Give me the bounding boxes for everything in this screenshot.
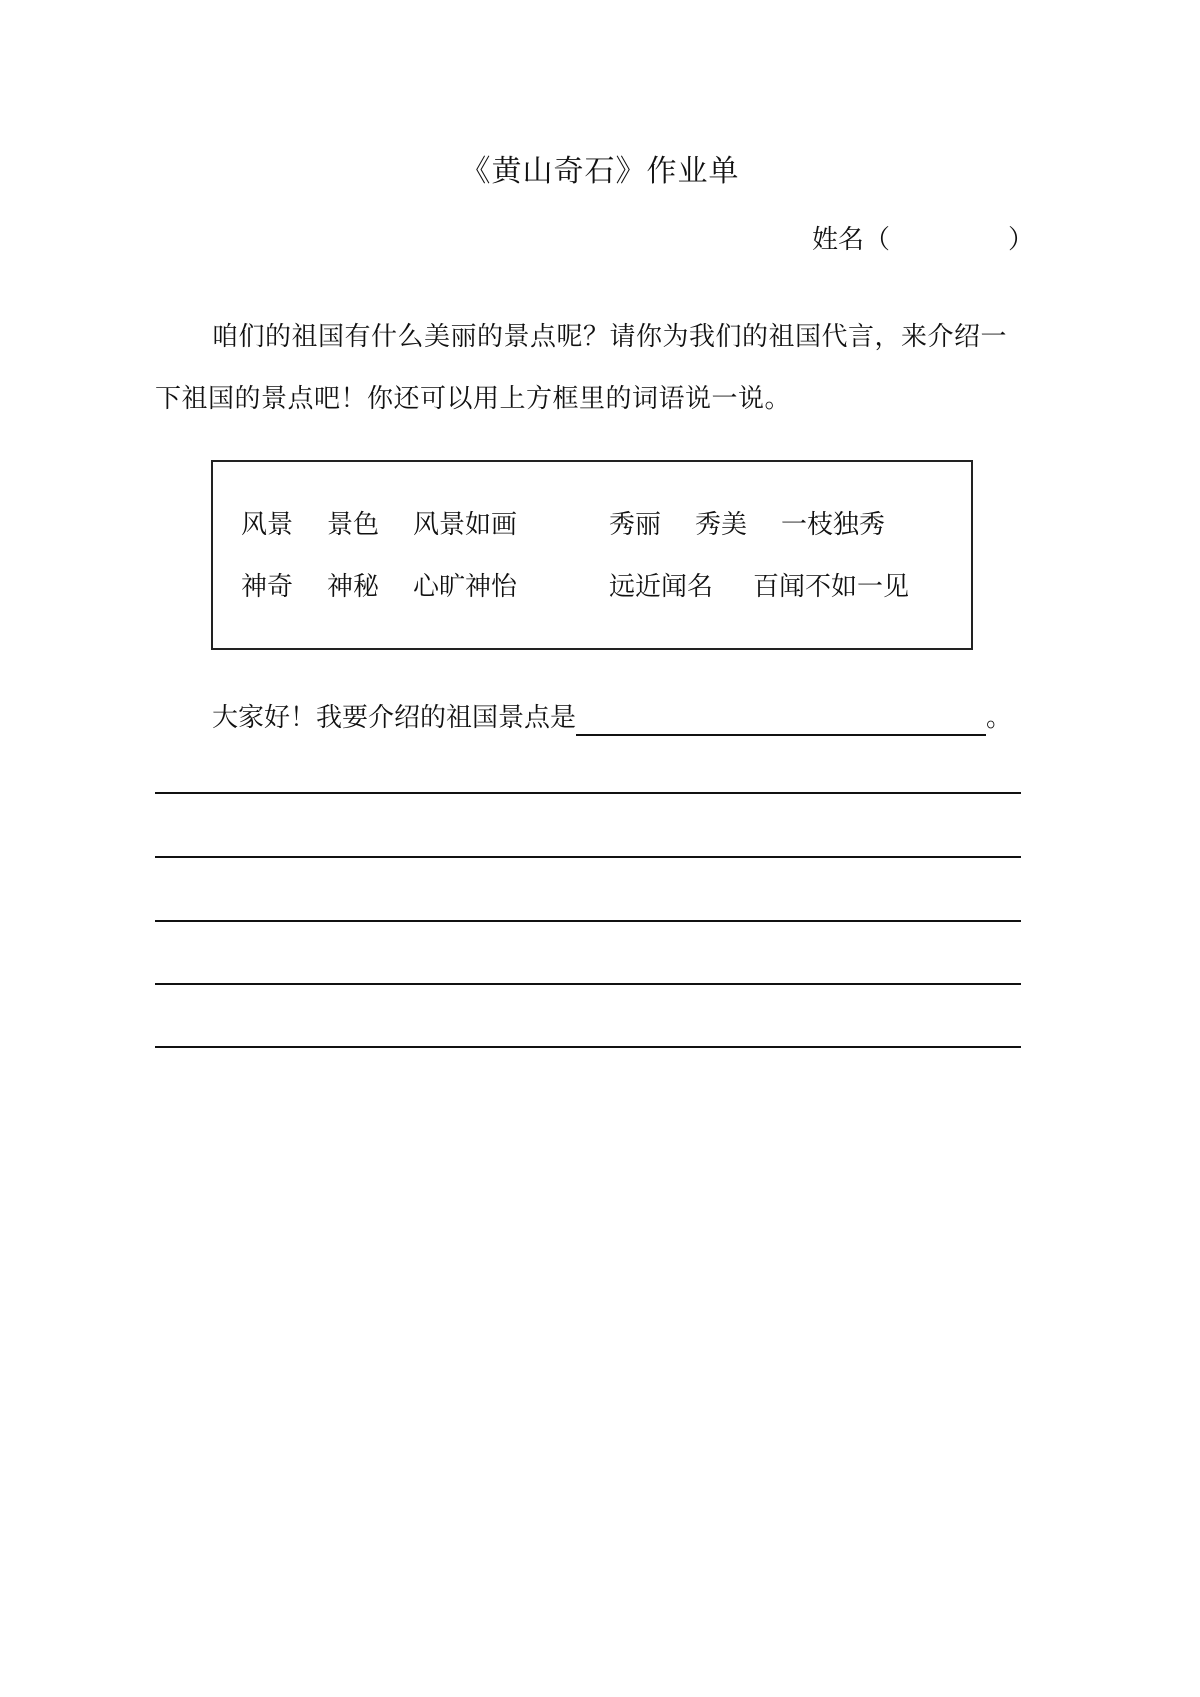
word-bank-box (211, 460, 973, 650)
word-bank-item: 一枝独秀 (781, 510, 886, 540)
word-bank-item: 秀丽 (609, 510, 662, 540)
writing-line[interactable] (155, 1046, 1021, 1048)
writing-line[interactable] (155, 920, 1021, 922)
word-bank-item: 心旷神怡 (413, 572, 518, 602)
word-bank-item: 神奇 (241, 572, 294, 602)
instructions-line-1: 咱们的祖国有什么美丽的景点呢？请你为我们的祖国代言，来介绍一 (212, 322, 1008, 352)
answer-prefix: 大家好！我要介绍的祖国景点是 (212, 703, 577, 733)
word-bank-item: 神秘 (327, 572, 380, 602)
name-close-paren: ） (1008, 225, 1035, 255)
worksheet-title: 《黄山奇石》作业单 (460, 154, 740, 189)
writing-line[interactable] (155, 792, 1021, 794)
writing-line[interactable] (155, 983, 1021, 985)
word-bank-item: 风景如画 (413, 510, 518, 540)
word-bank-item: 景色 (327, 510, 380, 540)
word-bank-item: 风景 (241, 510, 294, 540)
answer-suffix: 。 (986, 703, 1013, 733)
word-bank-item: 百闻不如一见 (753, 572, 910, 602)
word-bank-item: 秀美 (695, 510, 748, 540)
name-label: 姓名（ (812, 225, 891, 255)
answer-intro (212, 700, 1012, 736)
scenic-spot-blank[interactable] (576, 706, 986, 736)
writing-line[interactable] (155, 856, 1021, 858)
instructions-line-2: 下祖国的景点吧！你还可以用上方框里的词语说一说。 (155, 384, 792, 414)
instructions-paragraph (155, 306, 1055, 430)
name-field[interactable] (812, 222, 1034, 258)
word-bank-item: 远近闻名 (609, 572, 714, 602)
